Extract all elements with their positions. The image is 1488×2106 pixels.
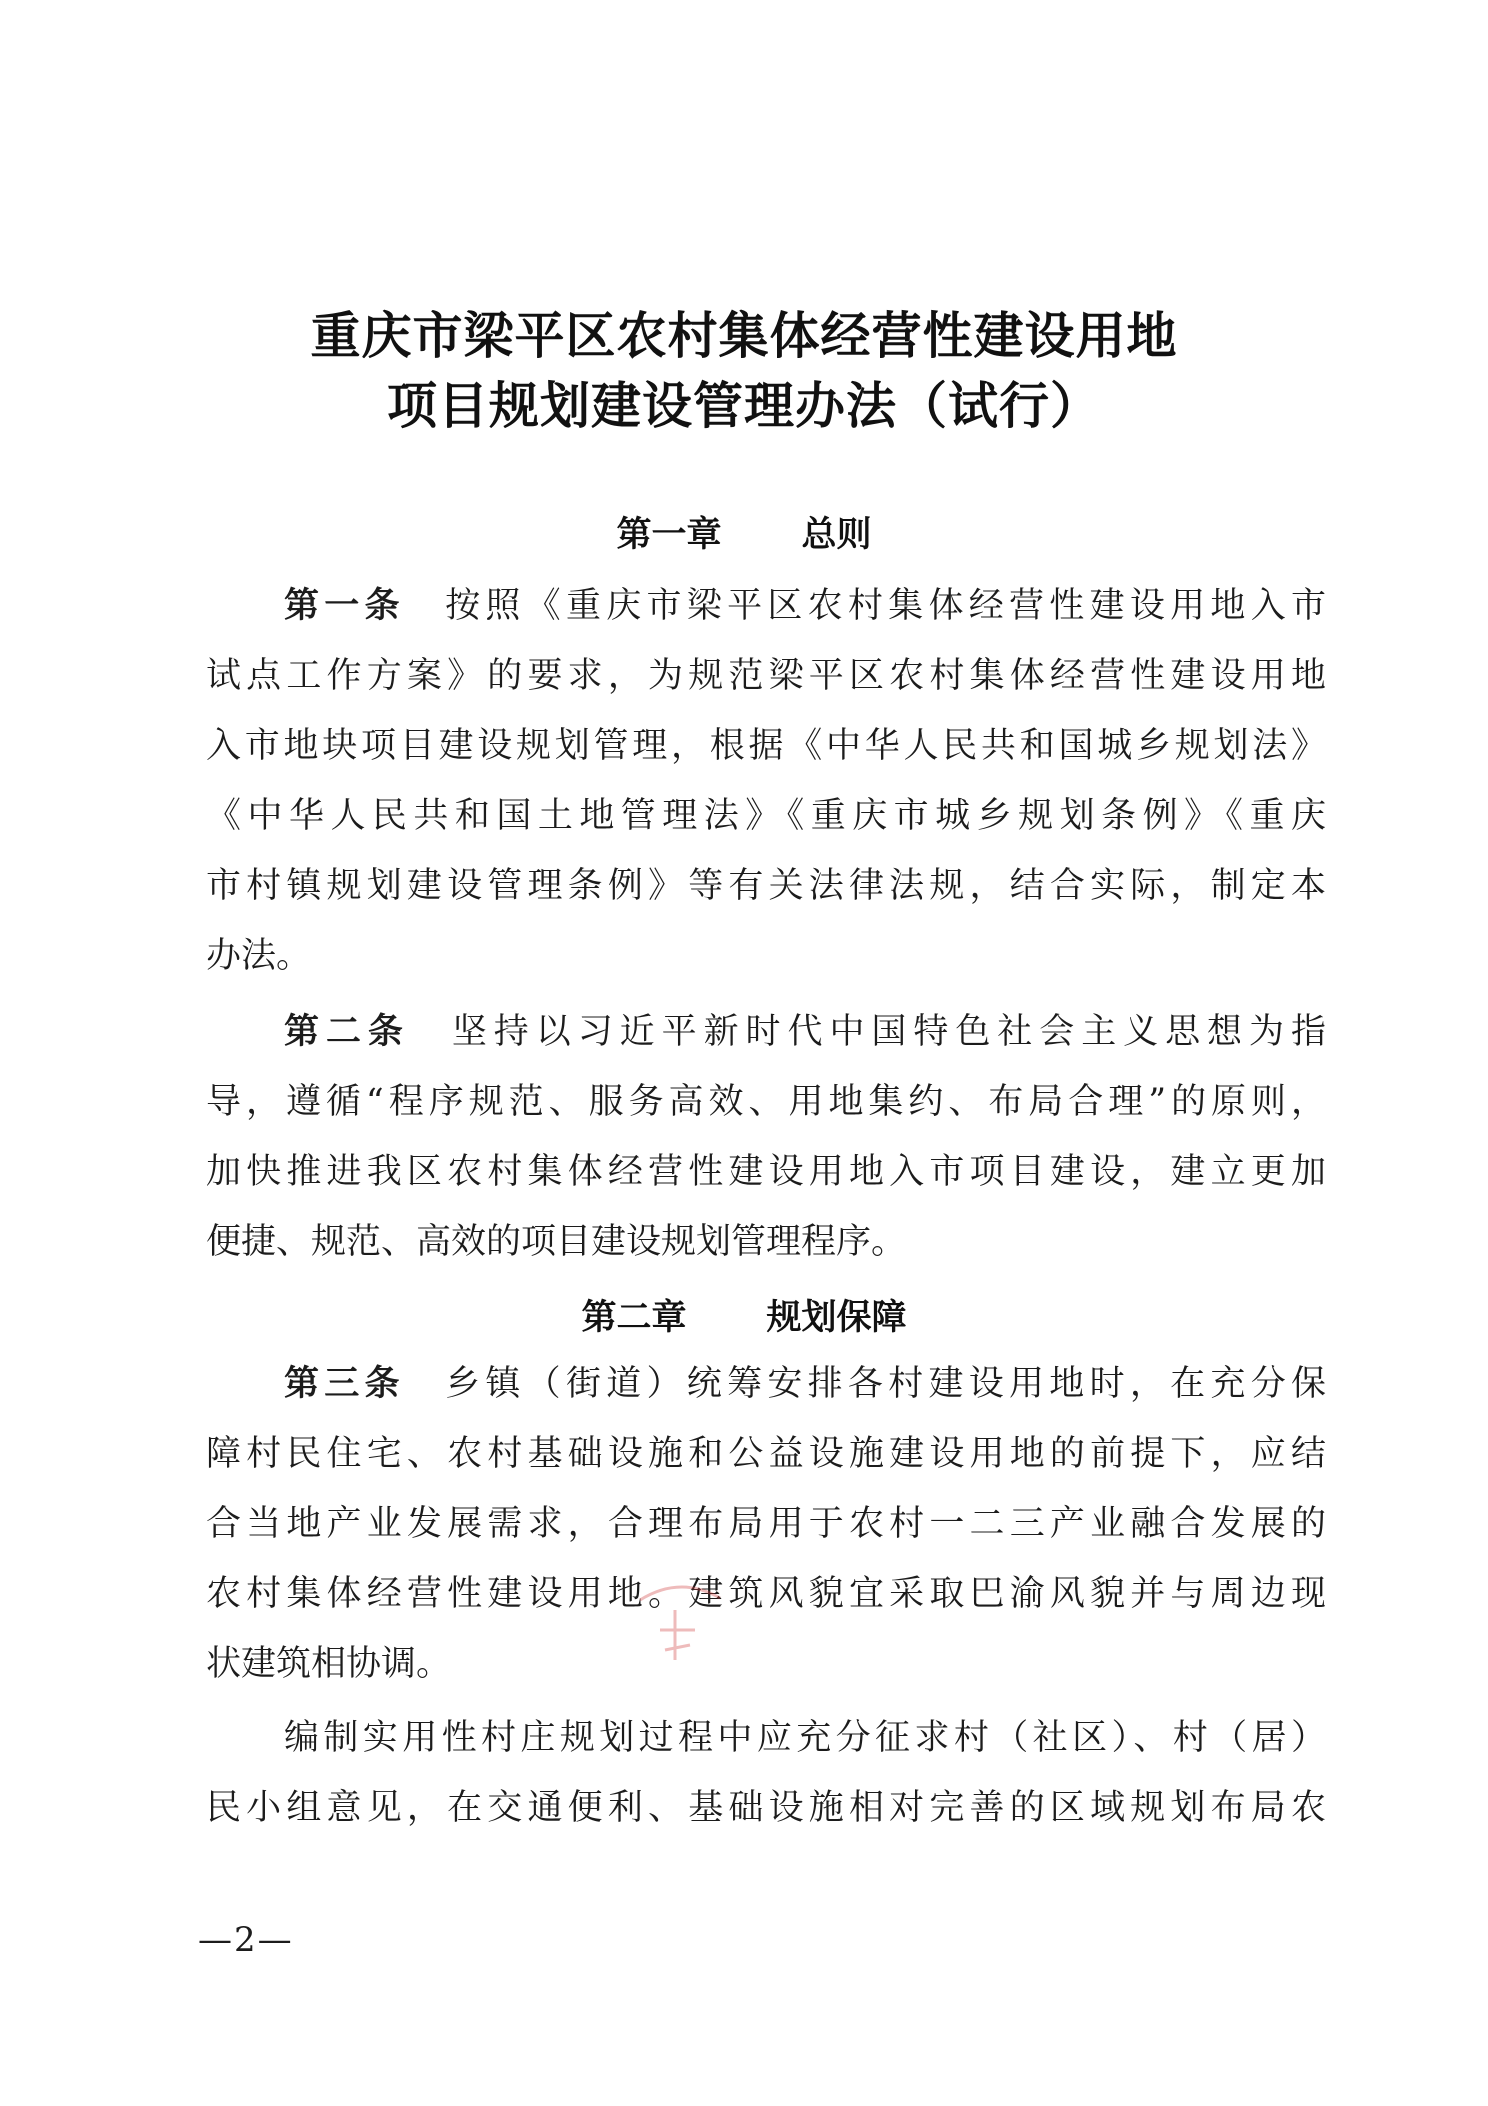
chapter-name: 总则 — [801, 515, 872, 555]
chapter-1-heading — [0, 507, 1488, 557]
paragraph-first-line: 编制实用性村庄规划过程中应充分征求村（社区）、村（居） — [284, 1718, 1326, 1758]
article-1-first-line — [284, 584, 1326, 628]
document-title-line-1: 重庆市梁平区农村集体经营性建设用地 — [310, 307, 1178, 365]
article-1-line: 试点工作方案》的要求，为规范梁平区农村集体经营性建设用地 — [206, 656, 1326, 696]
article-text: 乡镇（街道）统筹安排各村建设用地时，在充分保 — [445, 1364, 1326, 1404]
article-3-line: 农村集体经营性建设用地。建筑风貌宜采取巴渝风貌并与周边现 — [206, 1574, 1326, 1614]
page-number: —2— — [198, 1920, 294, 1960]
seal-stamp-icon — [620, 1570, 740, 1680]
document-title-line-2: 项目规划建设管理办法（试行） — [387, 377, 1101, 435]
article-label: 第三条 — [284, 1364, 405, 1404]
article-text: 坚持以习近平新时代中国特色社会主义思想为指 — [451, 1012, 1326, 1052]
article-label: 第二条 — [284, 1012, 410, 1052]
article-1-line: 《中华人民共和国土地管理法》《重庆市城乡规划条例》《重庆 — [206, 796, 1326, 836]
article-1-line: 办法。 — [206, 936, 312, 976]
chapter-number: 第一章 — [616, 515, 722, 555]
article-3-line: 状建筑相协调。 — [206, 1644, 452, 1684]
article-2-first-line — [284, 1010, 1326, 1054]
chapter-2-heading — [0, 1290, 1488, 1340]
chapter-name: 规划保障 — [766, 1298, 907, 1338]
article-2-line: 加快推进我区农村集体经营性建设用地入市项目建设，建立更加 — [206, 1152, 1326, 1192]
article-3-first-line — [284, 1362, 1326, 1406]
article-3-line: 合当地产业发展需求，合理布局用于农村一二三产业融合发展的 — [206, 1504, 1326, 1544]
article-2-line: 导，遵循“程序规范、服务高效、用地集约、布局合理”的原则， — [206, 1082, 1326, 1122]
article-2-line: 便捷、规范、高效的项目建设规划管理程序。 — [206, 1222, 907, 1262]
article-1-line: 入市地块项目建设规划管理，根据《中华人民共和国城乡规划法》 — [206, 726, 1326, 766]
article-3-line: 障村民住宅、农村基础设施和公益设施建设用地的前提下，应结 — [206, 1434, 1326, 1474]
article-1-line: 市村镇规划建设管理条例》等有关法律法规，结合实际，制定本 — [206, 866, 1326, 906]
paragraph-line: 民小组意见，在交通便利、基础设施相对完善的区域规划布局农 — [206, 1788, 1326, 1828]
article-text: 按照《重庆市梁平区农村集体经营性建设用地入市 — [445, 586, 1326, 626]
chapter-number: 第二章 — [581, 1298, 687, 1338]
article-label: 第一条 — [284, 586, 405, 626]
